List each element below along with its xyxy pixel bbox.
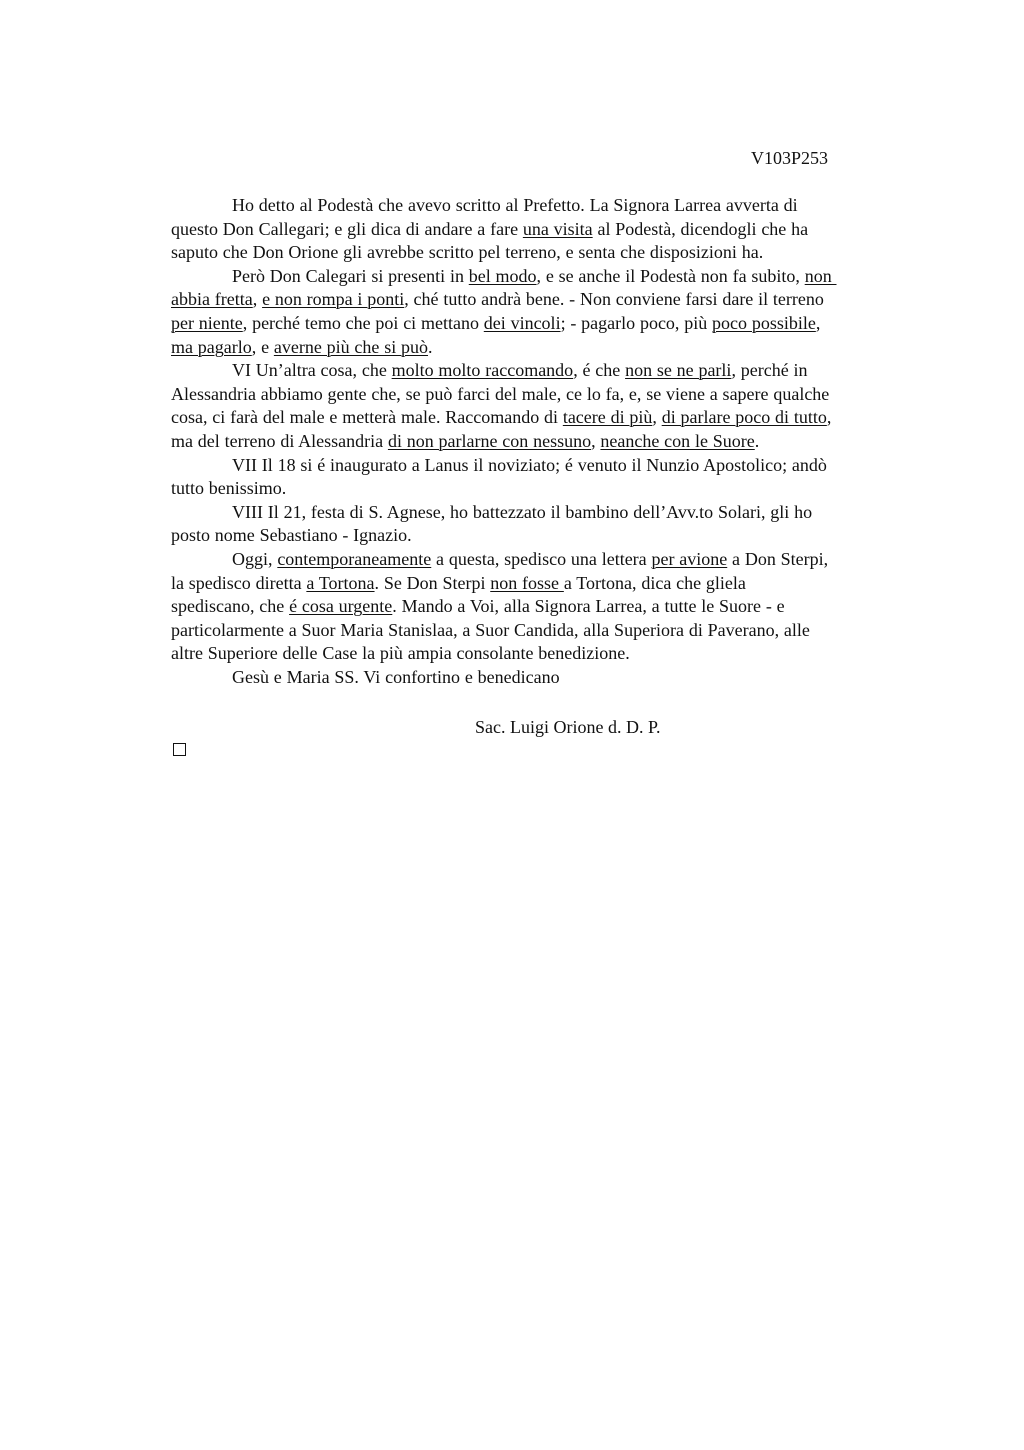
text-line (171, 477, 927, 501)
text-segment: questo Don Callegari; e gli dica di andare a fare (171, 218, 523, 239)
text-segment: , (591, 430, 601, 451)
text-line (171, 288, 927, 312)
text-segment: VI Un’altra cosa, che (232, 360, 392, 381)
underlined-text: una visita (522, 218, 593, 239)
text-segment: particolarmente a Suor Maria Stanislaa, a Suor Candida, alla Superiora di Paverano, alle (171, 619, 810, 640)
text-segment: . Se Don Sterpi (374, 572, 491, 593)
text-line (171, 336, 927, 360)
text-segment: , perché temo che poi ci mettano (242, 312, 484, 333)
text-line (171, 572, 927, 596)
paragraph (171, 548, 927, 666)
text-segment: spediscano, che (171, 596, 290, 617)
text-segment: altre Superiore delle Case la più ampia consolante benedizione. (171, 643, 630, 664)
underlined-text: per niente (171, 312, 243, 333)
text-segment: , e se anche il Podestà non fa subito, (536, 265, 805, 286)
text-line (171, 218, 927, 242)
empty-square-icon (173, 743, 186, 756)
text-line (171, 548, 927, 572)
paragraph (171, 454, 927, 501)
text-segment: . (428, 336, 433, 357)
paragraph (171, 666, 927, 690)
text-segment: , (826, 407, 832, 428)
text-segment: , e (251, 336, 274, 357)
underlined-text: a Tortona (306, 572, 375, 593)
text-segment: saputo che Don Orione gli avrebbe scritto pel terreno, e senta che disposizioni ha. (171, 242, 764, 263)
text-segment: , ché tutto andrà bene. - Non conviene farsi dare il terreno (404, 289, 824, 310)
text-segment: al Podestà, dicendogli che ha (592, 218, 809, 239)
text-segment: Oggi, (232, 548, 278, 569)
underlined-text: per avione (651, 548, 728, 569)
underlined-text: poco possibile (712, 312, 816, 333)
text-line (171, 383, 927, 407)
text-line (171, 454, 927, 478)
text-line (171, 406, 927, 430)
underlined-text: tacere di più (562, 407, 653, 428)
underlined-text: e non rompa i ponti (262, 289, 405, 310)
underlined-text: dei vincoli (483, 312, 561, 333)
text-segment: a Tortona, dica che gliela (563, 572, 746, 593)
underlined-text: molto molto raccomando (391, 360, 574, 381)
paragraph (171, 501, 927, 548)
text-line (171, 194, 927, 218)
text-line (171, 241, 927, 265)
text-segment: , perché in (731, 360, 808, 381)
text-line (171, 312, 927, 336)
text-segment: la spedisco diretta (171, 572, 307, 593)
underlined-text: non se ne parli (625, 360, 732, 381)
underlined-text: averne più che si può (273, 336, 429, 357)
text-segment: VII Il 18 si é inaugurato a Lanus il noviziato; é venuto il Nunzio Apostolico; andò (232, 454, 827, 475)
text-segment: , (815, 312, 821, 333)
text-segment: . Mando a Voi, alla Signora Larrea, a tutte le Suore - e (392, 596, 785, 617)
text-segment: , (252, 289, 263, 310)
text-line (171, 265, 927, 289)
text-segment: , é che (573, 360, 626, 381)
text-line (171, 619, 927, 643)
text-segment: cosa, ci farà del male e metterà male. Raccomando di (171, 407, 563, 428)
paragraph (171, 265, 927, 359)
text-segment: . (754, 430, 760, 451)
text-segment: Ho detto al Podestà che avevo scritto al Prefetto. La Signora Larrea avverta di (232, 195, 798, 215)
underlined-text: bel modo (468, 265, 537, 286)
underlined-text: non (804, 265, 837, 286)
text-segment: ma del terreno di Alessandria (171, 430, 388, 451)
text-segment: , (652, 407, 662, 428)
text-line (171, 430, 927, 454)
text-segment: a questa, spedisco una lettera (431, 548, 652, 569)
text-segment: Gesù e Maria SS. Vi confortino e benedicano (232, 666, 560, 687)
text-line (171, 359, 927, 383)
paragraph (171, 194, 927, 265)
text-segment: Però Don Calegari si presenti in (232, 265, 469, 286)
text-line (171, 501, 927, 525)
underlined-text: é cosa urgente (289, 596, 393, 617)
text-segment: a Don Sterpi, (727, 548, 829, 569)
paragraph (171, 359, 927, 453)
text-line (171, 642, 927, 666)
underlined-text: di non parlarne con nessuno (387, 430, 592, 451)
text-segment: VIII Il 21, festa di S. Agnese, ho battezzato il bambino dell’Avv.to Solari, gli ho (232, 501, 813, 522)
underlined-text: ma pagarlo (171, 336, 252, 357)
underlined-text: neanche con le Suore (600, 430, 755, 451)
page-reference: V103P253 (751, 148, 829, 168)
signature: Sac. Luigi Orione d. D. P. (475, 717, 661, 737)
letter-body (171, 194, 927, 689)
text-line (171, 524, 927, 548)
text-segment: ; - pagarlo poco, più (560, 312, 713, 333)
text-segment: Alessandria abbiamo gente che, se può farci del male, ce lo fa, e, se viene a sapere qualche (171, 383, 830, 404)
underlined-text: di parlare poco di tutto (661, 407, 827, 428)
text-line (171, 666, 927, 690)
text-segment: tutto benissimo. (171, 478, 287, 499)
underlined-text: contemporaneamente (277, 548, 432, 569)
underlined-text: abbia fretta (171, 289, 253, 310)
underlined-text: non fosse (490, 572, 564, 593)
text-segment: posto nome Sebastiano - Ignazio. (171, 525, 412, 546)
text-line (171, 595, 927, 619)
